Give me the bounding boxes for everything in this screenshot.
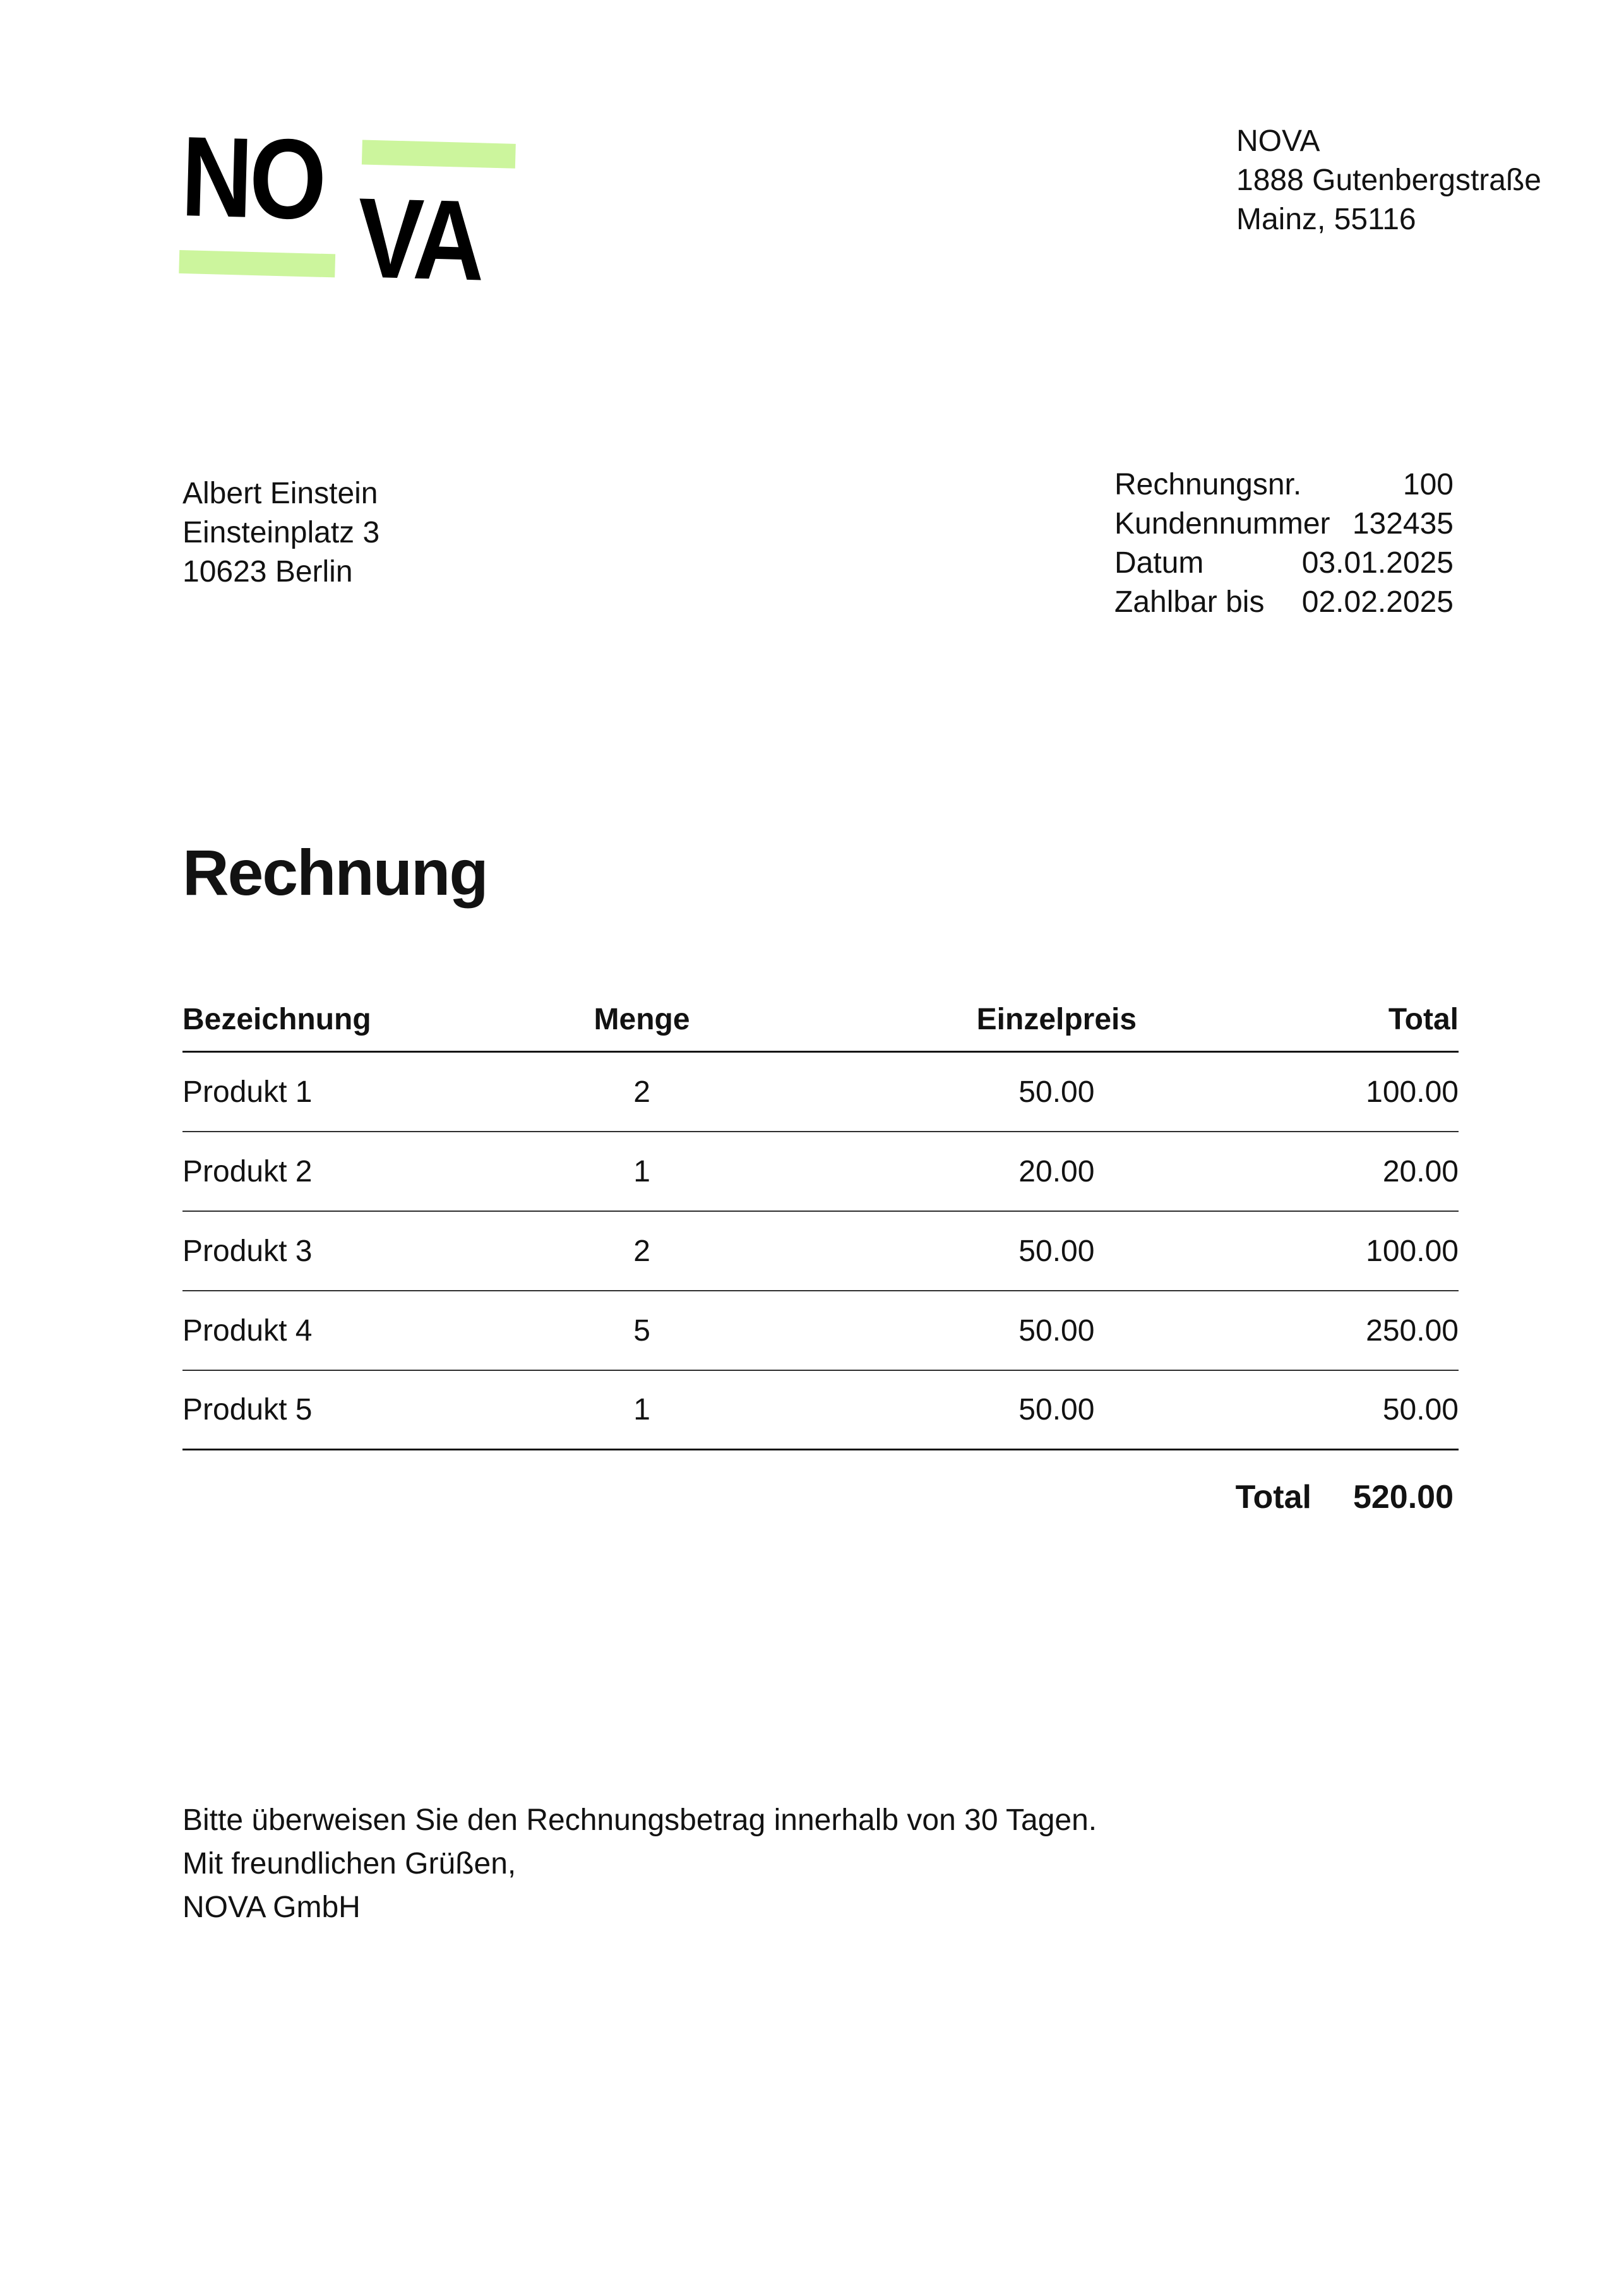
cell-unit-price: 50.00 bbox=[1018, 1393, 1095, 1426]
meta-value: 03.01.2025 bbox=[1301, 546, 1454, 580]
logo-text-va: VA bbox=[356, 174, 483, 305]
logo-accent-bar-bottom bbox=[179, 250, 335, 277]
meta-row bbox=[1114, 544, 1454, 583]
recipient-city: 10623 Berlin bbox=[182, 555, 353, 589]
footer-note bbox=[182, 1798, 1097, 1929]
cell-description: Produkt 5 bbox=[182, 1393, 313, 1426]
logo-text-no: NO bbox=[179, 113, 325, 244]
cell-total: 250.00 bbox=[1366, 1313, 1459, 1348]
cell-description: Produkt 4 bbox=[182, 1313, 313, 1348]
page-title: Rechnung bbox=[182, 837, 487, 909]
meta-value: 132435 bbox=[1352, 507, 1454, 541]
cell-total: 100.00 bbox=[1366, 1234, 1459, 1268]
logo-accent-bar-top bbox=[362, 140, 516, 168]
summary-row bbox=[182, 1478, 1454, 1517]
company-name: NOVA bbox=[1236, 124, 1320, 158]
meta-label: Rechnungsnr. bbox=[1114, 468, 1302, 501]
table-header-row bbox=[182, 988, 1459, 1053]
footer-line: Bitte überweisen Sie den Rechnungsbetrag innerhalb von 30 Tagen. bbox=[182, 1803, 1097, 1837]
header-cell-bezeichnung: Bezeichnung bbox=[182, 1003, 371, 1036]
recipient-street: Einsteinplatz 3 bbox=[182, 516, 380, 549]
footer-line: NOVA GmbH bbox=[182, 1891, 361, 1924]
items-table bbox=[182, 988, 1459, 1450]
cell-total: 20.00 bbox=[1382, 1154, 1459, 1188]
table-row bbox=[182, 1291, 1459, 1371]
cell-unit-price: 50.00 bbox=[1018, 1313, 1095, 1348]
cell-unit-price: 50.00 bbox=[1018, 1075, 1095, 1109]
header-cell-total: Total bbox=[1388, 1003, 1459, 1036]
meta-row bbox=[1114, 583, 1454, 622]
meta-value: 100 bbox=[1402, 468, 1454, 501]
meta-label: Zahlbar bis bbox=[1114, 585, 1265, 619]
table-row bbox=[182, 1212, 1459, 1291]
table-row bbox=[182, 1371, 1459, 1450]
cell-quantity: 1 bbox=[633, 1154, 650, 1188]
recipient-address bbox=[182, 474, 379, 592]
company-city: Mainz, 55116 bbox=[1236, 203, 1416, 236]
cell-unit-price: 50.00 bbox=[1018, 1234, 1095, 1268]
meta-label: Datum bbox=[1114, 546, 1204, 580]
cell-quantity: 2 bbox=[633, 1075, 650, 1109]
cell-description: Produkt 2 bbox=[182, 1154, 313, 1188]
summary-label: Total bbox=[1235, 1479, 1311, 1516]
table-row bbox=[182, 1053, 1459, 1132]
invoice-meta bbox=[1114, 465, 1454, 622]
meta-label: Kundennummer bbox=[1114, 507, 1330, 541]
meta-row bbox=[1114, 465, 1454, 505]
cell-quantity: 2 bbox=[633, 1234, 650, 1268]
footer-line: Mit freundlichen Grüßen, bbox=[182, 1847, 516, 1880]
cell-unit-price: 20.00 bbox=[1018, 1154, 1095, 1188]
meta-value: 02.02.2025 bbox=[1301, 585, 1454, 619]
meta-row bbox=[1114, 505, 1454, 544]
summary-value: 520.00 bbox=[1352, 1479, 1454, 1516]
table-body bbox=[182, 1053, 1459, 1450]
nova-logo bbox=[179, 113, 523, 305]
cell-quantity: 5 bbox=[633, 1313, 650, 1348]
header-cell-einzelpreis: Einzelpreis bbox=[976, 1003, 1137, 1036]
cell-total: 50.00 bbox=[1382, 1393, 1459, 1426]
company-address bbox=[1236, 122, 1541, 239]
company-street: 1888 Gutenbergstraße bbox=[1236, 164, 1541, 197]
header-cell-menge: Menge bbox=[594, 1003, 690, 1036]
cell-description: Produkt 1 bbox=[182, 1075, 313, 1109]
table-row bbox=[182, 1132, 1459, 1212]
cell-description: Produkt 3 bbox=[182, 1234, 313, 1268]
cell-quantity: 1 bbox=[633, 1393, 650, 1426]
cell-total: 100.00 bbox=[1366, 1075, 1459, 1109]
recipient-name: Albert Einstein bbox=[182, 477, 378, 510]
